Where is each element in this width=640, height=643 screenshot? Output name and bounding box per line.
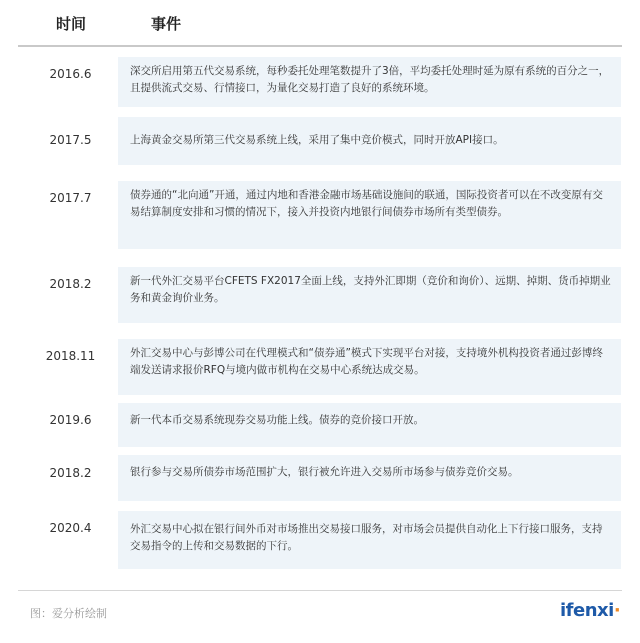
logo-text: ifenxi (560, 600, 614, 621)
ifenxi-logo (560, 600, 620, 621)
row-date: 2017.7 (49, 191, 92, 205)
logo-dot: · (613, 600, 621, 621)
table-header (0, 0, 640, 45)
column-header-time: 时间 (56, 15, 87, 33)
row-date: 2018.2 (49, 277, 92, 291)
row-event: 新一代外汇交易平台CFETS FX2017全面上线，支持外汇即期（竞价和询价）、远期、掉期、货币掉期业务和黄金询价业务。 (118, 267, 621, 323)
row-date: 2018.2 (49, 466, 92, 480)
header-divider (18, 45, 622, 47)
row-date: 2016.6 (49, 67, 92, 81)
column-header-event: 事件 (151, 15, 182, 33)
row-event: 债券通的“北向通”开通，通过内地和香港金融市场基础设施间的联通，国际投资者可以在不改变原有交易结算制度安排和习惯的情况下，接入并投资内地银行间债券市场所有类型债券。 (118, 181, 621, 249)
row-date: 2019.6 (49, 413, 92, 427)
row-event: 新一代本币交易系统现券交易功能上线。债券的竞价接口开放。 (118, 403, 621, 447)
row-event: 银行参与交易所债券市场范围扩大，银行被允许进入交易所市场参与债券竞价交易。 (118, 455, 621, 501)
footer-divider (18, 590, 622, 591)
row-event: 深交所启用第五代交易系统，每秒委托处理笔数提升了3倍，平均委托处理时延为原有系统的百分之一，且提供流式交易、行情接口，为量化交易打造了良好的系统环境。 (118, 57, 621, 107)
source-caption: 图：爱分析绘制 (30, 607, 107, 620)
row-event: 外汇交易中心拟在银行间外币对市场推出交易接口服务，对市场会员提供自动化上下行接口服务，支持交易指令的上传和交易数据的下行。 (118, 511, 621, 569)
row-event: 外汇交易中心与彭博公司在代理模式和“债券通”模式下实现平台对接，支持境外机构投资者通过彭博终端发送请求报价RFQ与境内做市机构在交易中心系统达成交易。 (118, 339, 621, 395)
row-date: 2017.5 (49, 133, 92, 147)
row-date: 2020.4 (49, 521, 92, 535)
row-event: 上海黄金交易所第三代交易系统上线，采用了集中竞价模式，同时开放API接口。 (118, 117, 621, 165)
row-date: 2018.11 (45, 349, 96, 363)
